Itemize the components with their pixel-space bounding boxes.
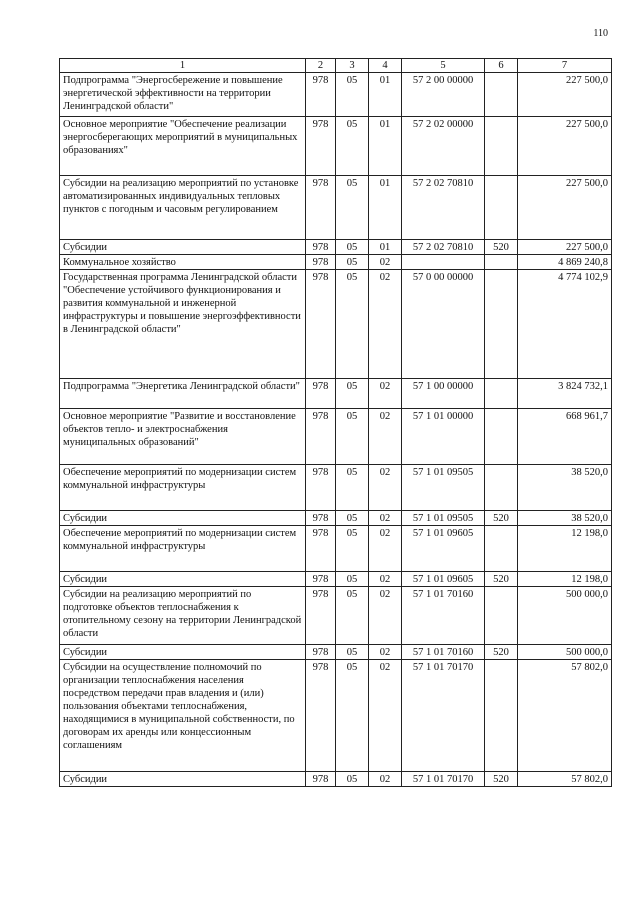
row-code-cell: 57 1 01 09505 <box>402 465 485 511</box>
table-row <box>60 255 612 270</box>
budget-table <box>59 58 612 787</box>
row-col3-cell: 05 <box>336 73 369 117</box>
row-col2-cell: 978 <box>306 587 336 645</box>
row-col4-cell: 02 <box>369 526 402 572</box>
row-col3-cell: 05 <box>336 526 369 572</box>
row-name-cell: Основное мероприятие "Развитие и восстановление объектов тепло- и электроснабжения муниципальных образований" <box>60 409 306 465</box>
row-code-cell: 57 1 01 70160 <box>402 587 485 645</box>
row-col6-cell <box>485 465 518 511</box>
row-amount-cell: 12 198,0 <box>518 526 612 572</box>
row-col6-cell <box>485 526 518 572</box>
row-col3-cell: 05 <box>336 511 369 526</box>
page-number: 110 <box>593 28 608 39</box>
row-col3-cell: 05 <box>336 270 369 379</box>
row-amount-cell: 227 500,0 <box>518 176 612 240</box>
row-col4-cell: 02 <box>369 660 402 772</box>
row-col4-cell: 02 <box>369 465 402 511</box>
row-name-cell: Основное мероприятие "Обеспечение реализации энергосберегающих мероприятий в муниципальных образованиях" <box>60 117 306 176</box>
row-amount-cell: 227 500,0 <box>518 240 612 255</box>
row-col3-cell: 05 <box>336 772 369 787</box>
table-row <box>60 645 612 660</box>
row-amount-cell: 227 500,0 <box>518 117 612 176</box>
row-col3-cell: 05 <box>336 255 369 270</box>
row-code-cell: 57 1 01 09605 <box>402 526 485 572</box>
row-name-cell: Обеспечение мероприятий по модернизации систем коммунальной инфраструктуры <box>60 465 306 511</box>
row-code-cell: 57 2 00 00000 <box>402 73 485 117</box>
row-col6-cell <box>485 270 518 379</box>
row-name-cell: Обеспечение мероприятий по модернизации систем коммунальной инфраструктуры <box>60 526 306 572</box>
table-header-row <box>60 59 612 73</box>
row-name-cell: Субсидии <box>60 772 306 787</box>
table-row <box>60 526 612 572</box>
row-col4-cell: 02 <box>369 645 402 660</box>
row-col2-cell: 978 <box>306 465 336 511</box>
row-name-cell: Подпрограмма "Энергосбережение и повышение энергетической эффективности на территории Ленинградской области" <box>60 73 306 117</box>
row-col2-cell: 978 <box>306 772 336 787</box>
row-amount-cell: 57 802,0 <box>518 660 612 772</box>
row-code-cell: 57 1 01 09505 <box>402 511 485 526</box>
row-col2-cell: 978 <box>306 379 336 409</box>
row-amount-cell: 12 198,0 <box>518 572 612 587</box>
header-cell: 2 <box>306 59 336 73</box>
row-code-cell: 57 2 02 70810 <box>402 240 485 255</box>
row-name-cell: Государственная программа Ленинградской области "Обеспечение устойчивого функционирования и развития коммунальной и инженерной инфраструктуры и повышение энергоэффективности в Ленинградской области" <box>60 270 306 379</box>
row-col3-cell: 05 <box>336 117 369 176</box>
row-code-cell <box>402 255 485 270</box>
header-cell: 3 <box>336 59 369 73</box>
row-name-cell: Субсидии <box>60 645 306 660</box>
row-col6-cell: 520 <box>485 511 518 526</box>
row-amount-cell: 38 520,0 <box>518 465 612 511</box>
row-col4-cell: 02 <box>369 379 402 409</box>
row-name-cell: Субсидии на реализацию мероприятий по установке автоматизированных индивидуальных тепловых пунктов с погодным и часовым регулированием <box>60 176 306 240</box>
row-col2-cell: 978 <box>306 73 336 117</box>
table-row <box>60 270 612 379</box>
row-name-cell: Подпрограмма "Энергетика Ленинградской области" <box>60 379 306 409</box>
header-cell: 7 <box>518 59 612 73</box>
row-col2-cell: 978 <box>306 240 336 255</box>
row-col3-cell: 05 <box>336 660 369 772</box>
row-amount-cell: 4 869 240,8 <box>518 255 612 270</box>
header-cell: 4 <box>369 59 402 73</box>
row-col6-cell: 520 <box>485 645 518 660</box>
table-row <box>60 465 612 511</box>
table-row <box>60 73 612 117</box>
table-row <box>60 572 612 587</box>
row-name-cell: Субсидии <box>60 572 306 587</box>
row-col3-cell: 05 <box>336 587 369 645</box>
row-col6-cell <box>485 660 518 772</box>
row-col3-cell: 05 <box>336 645 369 660</box>
row-col4-cell: 02 <box>369 772 402 787</box>
row-col6-cell <box>485 409 518 465</box>
row-col6-cell: 520 <box>485 240 518 255</box>
row-code-cell: 57 1 00 00000 <box>402 379 485 409</box>
row-col6-cell <box>485 379 518 409</box>
row-col4-cell: 01 <box>369 117 402 176</box>
row-amount-cell: 500 000,0 <box>518 587 612 645</box>
row-col2-cell: 978 <box>306 270 336 379</box>
row-name-cell: Субсидии на реализацию мероприятий по подготовке объектов теплоснабжения к отопительному сезону на территории Ленинградской области <box>60 587 306 645</box>
row-col4-cell: 02 <box>369 511 402 526</box>
row-code-cell: 57 1 01 70170 <box>402 660 485 772</box>
row-amount-cell: 668 961,7 <box>518 409 612 465</box>
table-row <box>60 176 612 240</box>
row-code-cell: 57 2 02 00000 <box>402 117 485 176</box>
row-col3-cell: 05 <box>336 409 369 465</box>
row-col3-cell: 05 <box>336 379 369 409</box>
row-amount-cell: 57 802,0 <box>518 772 612 787</box>
table-row <box>60 660 612 772</box>
row-col2-cell: 978 <box>306 511 336 526</box>
table-row <box>60 511 612 526</box>
row-col6-cell: 520 <box>485 572 518 587</box>
row-code-cell: 57 1 01 00000 <box>402 409 485 465</box>
row-col2-cell: 978 <box>306 526 336 572</box>
row-code-cell: 57 1 01 70160 <box>402 645 485 660</box>
table-row <box>60 409 612 465</box>
row-col6-cell <box>485 117 518 176</box>
row-col3-cell: 05 <box>336 240 369 255</box>
row-code-cell: 57 2 02 70810 <box>402 176 485 240</box>
row-amount-cell: 4 774 102,9 <box>518 270 612 379</box>
row-col2-cell: 978 <box>306 409 336 465</box>
row-col2-cell: 978 <box>306 660 336 772</box>
row-col3-cell: 05 <box>336 176 369 240</box>
row-col4-cell: 01 <box>369 73 402 117</box>
row-col6-cell <box>485 176 518 240</box>
row-col4-cell: 02 <box>369 572 402 587</box>
row-amount-cell: 500 000,0 <box>518 645 612 660</box>
row-col2-cell: 978 <box>306 645 336 660</box>
row-name-cell: Субсидии <box>60 511 306 526</box>
row-col4-cell: 02 <box>369 587 402 645</box>
row-col4-cell: 02 <box>369 255 402 270</box>
row-col4-cell: 02 <box>369 409 402 465</box>
header-cell: 5 <box>402 59 485 73</box>
row-code-cell: 57 0 00 00000 <box>402 270 485 379</box>
row-name-cell: Субсидии <box>60 240 306 255</box>
row-col6-cell <box>485 73 518 117</box>
row-col4-cell: 02 <box>369 270 402 379</box>
row-col6-cell <box>485 255 518 270</box>
row-code-cell: 57 1 01 70170 <box>402 772 485 787</box>
row-col6-cell <box>485 587 518 645</box>
row-col2-cell: 978 <box>306 255 336 270</box>
row-col4-cell: 01 <box>369 240 402 255</box>
table-row <box>60 117 612 176</box>
table-row <box>60 240 612 255</box>
row-col2-cell: 978 <box>306 572 336 587</box>
row-col2-cell: 978 <box>306 117 336 176</box>
row-name-cell: Коммунальное хозяйство <box>60 255 306 270</box>
table-row <box>60 772 612 787</box>
row-col4-cell: 01 <box>369 176 402 240</box>
row-col6-cell: 520 <box>485 772 518 787</box>
header-cell: 1 <box>60 59 306 73</box>
row-col3-cell: 05 <box>336 572 369 587</box>
row-col3-cell: 05 <box>336 465 369 511</box>
row-name-cell: Субсидии на осуществление полномочий по организации теплоснабжения населения посредством передачи прав владения и (или) пользования объектами теплоснабжения, находящимися в муниципальной собственности, по договорам их аренды или концессионным соглашениям <box>60 660 306 772</box>
table-row <box>60 587 612 645</box>
row-code-cell: 57 1 01 09605 <box>402 572 485 587</box>
row-amount-cell: 38 520,0 <box>518 511 612 526</box>
row-amount-cell: 3 824 732,1 <box>518 379 612 409</box>
row-amount-cell: 227 500,0 <box>518 73 612 117</box>
table-row <box>60 379 612 409</box>
row-col2-cell: 978 <box>306 176 336 240</box>
header-cell: 6 <box>485 59 518 73</box>
